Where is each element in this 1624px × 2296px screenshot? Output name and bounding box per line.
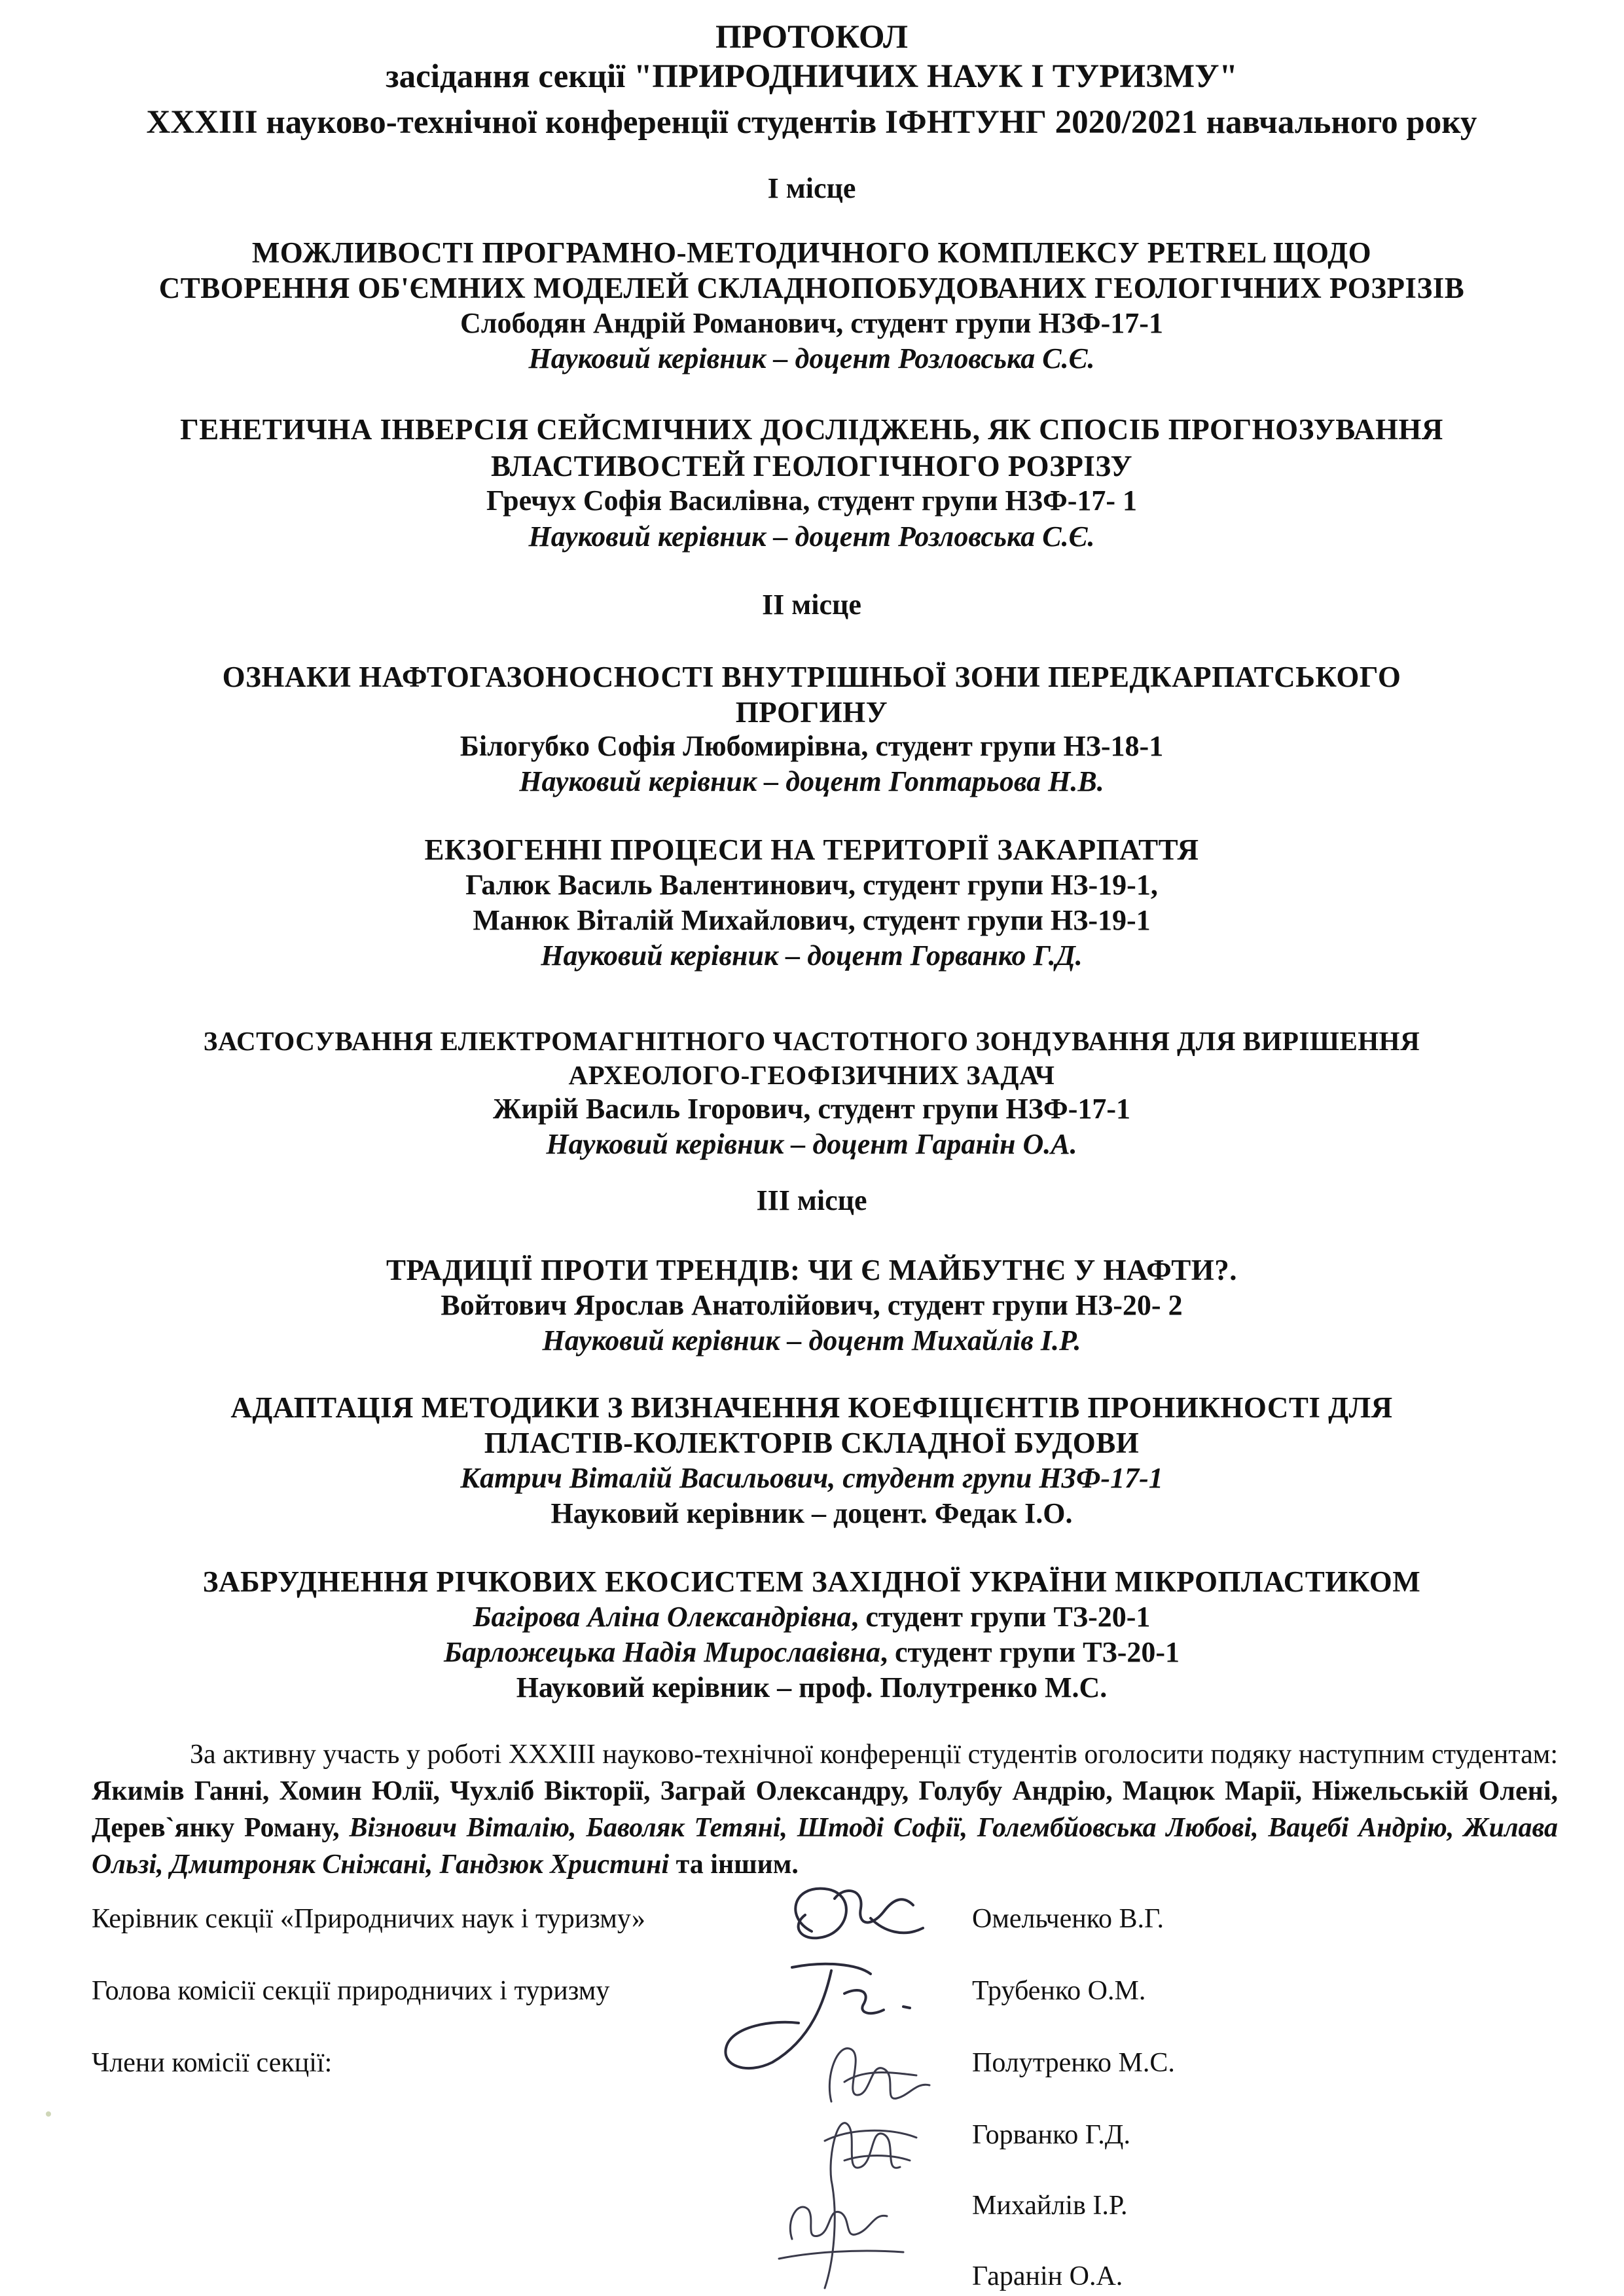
work-supervisor: Науковий керівник – доцент Михайлів І.Р. (542, 1324, 1081, 1357)
member-name: Гаранін О.А. (972, 2261, 1123, 2291)
head-label: Керівник секції «Природничих наук і туризму» (92, 1904, 645, 1934)
author-group: , студент групи ТЗ-20-1 (851, 1601, 1151, 1633)
work-author (79, 1634, 1545, 1671)
work-title: ПРОГИНУ (735, 696, 888, 729)
thanks-paragraph (92, 1736, 1558, 1883)
work-author: Жирій Василь Ігорович, студент групи НЗФ-17-1 (492, 1093, 1131, 1125)
work-title: ПЛАСТІВ-КОЛЕКТОРІВ СКЛАДНОЇ БУДОВИ (484, 1427, 1140, 1459)
scan-speck (46, 2111, 51, 2117)
work-title: АРХЕОЛОГО-ГЕОФІЗИЧНИХ ЗАДАЧ (568, 1060, 1055, 1090)
work-supervisor: Науковий керівник – доцент. Федак І.О. (550, 1497, 1073, 1529)
work-supervisor: Науковий керівник – доцент Розловська С.Є. (528, 342, 1095, 374)
work-author: Галюк Василь Валентинович, студент групи НЗ-19-1, (465, 869, 1158, 901)
head-name: Омельченко В.Г. (972, 1904, 1164, 1934)
work-author: Слободян Андрій Романович, студент групи НЗФ-17-1 (460, 307, 1163, 339)
work-title: СТВОРЕННЯ ОБ'ЄМНИХ МОДЕЛЕЙ СКЛАДНОПОБУДОВАНИХ ГЕОЛОГІЧНИХ РОЗРІЗІВ (158, 272, 1465, 304)
work-title: ОЗНАКИ НАФТОГАЗОНОСНОСТІ ВНУТРІШНЬОЇ ЗОНИ ПЕРЕДКАРПАТСЬКОГО (222, 661, 1401, 693)
work-title: АДАПТАЦІЯ МЕТОДИКИ З ВИЗНАЧЕННЯ КОЕФІЦІЄНТІВ ПРОНИКНОСТІ ДЛЯ (230, 1391, 1393, 1424)
thanks-ending: та іншим. (669, 1850, 799, 1880)
thanks-intro: За активну участь у роботі XXXIII науково-технічної конференції студентів оголосити подяку наступним студентам: (190, 1740, 1558, 1770)
work-supervisor: Науковий керівник – доцент Розловська С.Є. (528, 520, 1095, 553)
chair-label: Голова комісії секції природничих і туризму (92, 1976, 610, 2006)
author-group: , студент групи ТЗ-20-1 (880, 1636, 1180, 1668)
place-label-1: I місце (767, 172, 856, 204)
member-name: Михайлів І.Р. (972, 2191, 1128, 2221)
work-title: ГЕНЕТИЧНА ІНВЕРСІЯ СЕЙСМІЧНИХ ДОСЛІДЖЕНЬ, ЯК СПОСІБ ПРОГНОЗУВАННЯ (180, 413, 1443, 446)
place-label-2: II місце (762, 589, 861, 621)
work-title: ЗАБРУДНЕННЯ РІЧКОВИХ ЕКОСИСТЕМ ЗАХІДНОЇ УКРАЇНИ МІКРОПЛАСТИКОМ (202, 1565, 1421, 1598)
work-title: ВЛАСТИВОСТЕЙ ГЕОЛОГІЧНОГО РОЗРІЗУ (491, 450, 1132, 483)
member-name: Горванко Г.Д. (972, 2120, 1130, 2150)
work-author: Манюк Віталій Михайлович, студент групи НЗ-19-1 (473, 904, 1151, 936)
work-title: ЕКЗОГЕННІ ПРОЦЕСИ НА ТЕРИТОРІЇ ЗАКАРПАТТЯ (424, 833, 1199, 866)
member-name: Полутренко М.С. (972, 2048, 1175, 2078)
signature-member-3 (753, 2160, 923, 2291)
work-supervisor: Науковий керівник – доцент Горванко Г.Д. (541, 939, 1083, 972)
author-name: Барложецька Надія Мирославівна (443, 1636, 880, 1668)
document-conference-line: XXXIII науково-технічної конференції студентів ІФНТУНГ 2020/2021 навчального року (146, 104, 1477, 141)
place-label-3: III місце (756, 1184, 867, 1216)
author-name: Багірова Аліна Олександрівна (473, 1601, 852, 1633)
work-author: Катрич Віталій Васильович, студент групи НЗФ-17-1 (460, 1462, 1163, 1494)
thanks-italic-names: Візнович Віталію, Баволяк Тетяні, Штоді Софії, Голембйовська Любові, Вацебі Андрію, Жилава Ользі, Дмитроняк Сніжані, Гандзюк Христині (92, 1813, 1558, 1880)
work-title: ЗАСТОСУВАННЯ ЕЛЕКТРОМАГНІТНОГО ЧАСТОТНОГО ЗОНДУВАННЯ ДЛЯ ВИРІШЕННЯ (203, 1026, 1420, 1056)
work-supervisor: Науковий керівник – доцент Гаранін О.А. (546, 1128, 1077, 1160)
work-author (79, 1599, 1545, 1635)
document-title: ПРОТОКОЛ (715, 19, 909, 56)
work-title: МОЖЛИВОСТІ ПРОГРАМНО-МЕТОДИЧНОГО КОМПЛЕКСУ PETREL ЩОДО (251, 236, 1372, 269)
work-author: Білогубко Софія Любомирівна, студент групи НЗ-18-1 (460, 730, 1164, 762)
document-subtitle: засідання секції "ПРИРОДНИЧИХ НАУК І ТУРИЗМУ" (386, 58, 1238, 95)
work-author: Гречух Софія Василівна, студент групи НЗФ-17- 1 (486, 484, 1138, 517)
work-supervisor: Науковий керівник – проф. Полутренко М.С. (516, 1671, 1108, 1704)
work-supervisor: Науковий керівник – доцент Гоптарьова Н.В. (519, 765, 1104, 797)
work-title: ТРАДИЦІЇ ПРОТИ ТРЕНДІВ: ЧИ Є МАЙБУТНЄ У НАФТИ?. (386, 1254, 1237, 1286)
members-label: Члени комісії секції: (92, 2048, 333, 2078)
thanks-bold-names: Якимів Ганні, Хомин Юлії, Чухліб Вікторії, Заграй Олександру, Голубу Андрію, Мацюк Марії, Ніжельській Олені, Дерев`янку Роману, (92, 1776, 1558, 1843)
work-author: Войтович Ярослав Анатолійович, студент групи НЗ-20- 2 (441, 1289, 1183, 1321)
chair-name: Трубенко О.М. (972, 1976, 1146, 2006)
